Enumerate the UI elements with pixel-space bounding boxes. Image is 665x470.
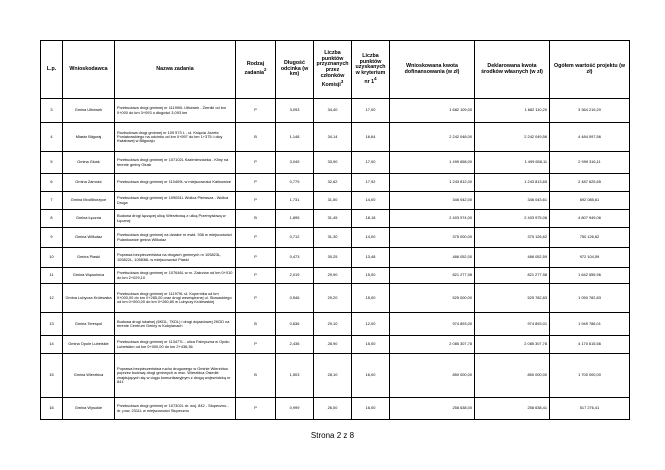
row-requested: 525 000,00: [390, 284, 475, 313]
row-requested: 974 893,00: [390, 313, 475, 336]
header-requested: Wnioskowana kwota dofinansowania (w zł): [390, 41, 475, 99]
table-row: [41, 336, 630, 354]
row-applicant: Gmina Wilkołaz: [63, 228, 115, 248]
row-points-committee: 34,40: [314, 99, 352, 123]
row-task-name: Przebudowa drogi gminnej nr 110409L w miejscowości Kalinowice: [115, 174, 236, 192]
row-lp: 4: [41, 123, 63, 152]
row-declared: 974 893,01: [475, 313, 550, 336]
row-applicant: Gmina Wąwolnica: [63, 268, 115, 284]
row-task-name: Przebudowa drogi gminnej nr 107646L w m. Zakrzów od km 0+010 do km 2+029,10: [115, 268, 236, 284]
row-task-name: Przebudowa drogi gminnej na działce nr ewid. 936 w miejscowości Pułankowice gmina Wilkołaz: [115, 228, 236, 248]
row-lp: 13: [41, 313, 63, 336]
row-points-criterion: 15,00: [352, 336, 390, 354]
row-type: P: [236, 336, 276, 354]
header-length: Długość odcinka (w km): [276, 41, 314, 99]
header-row: [41, 41, 630, 99]
row-points-committee: 32,62: [314, 174, 352, 192]
row-points-criterion: 17,00: [352, 152, 390, 174]
row-task-name: Poprawa bezpieczeństwa na drogach gminnych nr 105823L, 105822L, 105836L w miejscowości Piaski: [115, 248, 236, 268]
row-requested: 2 085 307,78: [390, 336, 475, 354]
row-type: P: [236, 248, 276, 268]
row-length: 0,636: [276, 313, 314, 336]
row-applicant: Gmina Zamość: [63, 174, 115, 192]
row-points-criterion: 16,64: [352, 123, 390, 152]
row-length: 3,049: [276, 152, 314, 174]
row-points-criterion: 12,00: [352, 313, 390, 336]
row-points-committee: 28,90: [314, 336, 352, 354]
row-type: P: [236, 99, 276, 123]
row-type: P: [236, 152, 276, 174]
page-footer: Strona 2 z 8: [310, 431, 355, 440]
row-lp: 7: [41, 192, 63, 210]
row-total: 517 276,41: [550, 398, 630, 420]
row-points-criterion: 17,92: [352, 174, 390, 192]
row-length: 1,148: [276, 123, 314, 152]
row-declared: 486 052,59: [475, 248, 550, 268]
row-total: 4 484 097,56: [550, 123, 630, 152]
row-points-committee: 34,14: [314, 123, 352, 152]
row-points-committee: 30,25: [314, 248, 352, 268]
row-declared: 2 242 049,56: [475, 123, 550, 152]
row-applicant: Gmina Wysokie: [63, 398, 115, 420]
row-length: 1,895: [276, 210, 314, 228]
header-total: Ogółem wartość projektu (w zł): [550, 41, 630, 99]
row-requested: 850 000,00: [390, 354, 475, 398]
row-requested: 821 277,98: [390, 268, 475, 284]
header-points-committee-text: Liczba punktów przyznanych przez członków Komisji: [316, 49, 349, 88]
row-requested: 1 682 109,00: [390, 99, 475, 123]
header-type-text: Rodzaj zadania: [244, 61, 265, 76]
row-total: 750 126,62: [550, 228, 630, 248]
row-total: 2 999 316,11: [550, 152, 630, 174]
header-points-criterion: [352, 41, 390, 99]
row-points-committee: 29,90: [314, 268, 352, 284]
row-total: 3 364 219,20: [550, 99, 630, 123]
header-points-committee-footnote: 3: [340, 78, 344, 84]
table-row: [41, 192, 630, 210]
row-declared: 821 277,98: [475, 268, 550, 284]
table-row: [41, 268, 630, 284]
row-applicant: Gmina Lubycza Królewska: [63, 284, 115, 313]
row-points-committee: 28,10: [314, 354, 352, 398]
row-length: 1,731: [276, 192, 314, 210]
row-points-criterion: 15,00: [352, 268, 390, 284]
row-length: 0,712: [276, 228, 314, 248]
row-requested: 346 042,00: [390, 192, 475, 210]
row-requested: 2 403 974,00: [390, 210, 475, 228]
row-lp: 8: [41, 210, 63, 228]
table-row: [41, 152, 630, 174]
table-row: [41, 123, 630, 152]
row-declared: 525 782,83: [475, 284, 550, 313]
row-length: 0,473: [276, 248, 314, 268]
row-points-committee: 33,90: [314, 152, 352, 174]
header-task-name: Nazwa zadania: [115, 41, 236, 99]
header-type-footnote: 2: [263, 67, 267, 73]
row-task-name: Przebudowa drogi gminnej nr 111990L Ułhówek - Żerniki od km 0+000 do km 3+093 o długości 3,093 km: [115, 99, 236, 123]
table-row: [41, 354, 630, 398]
table-row: [41, 174, 630, 192]
row-points-committee: 29,20: [314, 284, 352, 313]
row-applicant: Gmina Terespol: [63, 313, 115, 336]
row-lp: 14: [41, 336, 63, 354]
row-requested: 375 000,00: [390, 228, 475, 248]
row-type: P: [236, 268, 276, 284]
row-applicant: Gmina Wierzbica: [63, 354, 115, 398]
row-points-criterion: 16,00: [352, 398, 390, 420]
row-applicant: Gmina Ułhówek: [63, 99, 115, 123]
row-task-name: Przebudowa drogi gminnej nr 113477L - ulica Fabryczna w Opolu Lubelskim od km 0+000,00 do km 2+436,36: [115, 336, 236, 354]
row-declared: 1 682 110,20: [475, 99, 550, 123]
table-row: [41, 284, 630, 313]
header-points-committee: [314, 41, 352, 99]
row-applicant: Gmina Piaski: [63, 248, 115, 268]
table-row: [41, 99, 630, 123]
row-length: 0,546: [276, 284, 314, 313]
row-lp: 3: [41, 99, 63, 123]
row-declared: 346 043,61: [475, 192, 550, 210]
row-total: 1 949 786,01: [550, 313, 630, 336]
table-row: [41, 398, 630, 420]
row-task-name: Przebudowa drogi gminnej nr 107102L Kazimierzówka - Kliny na terenie gminy Głusk: [115, 152, 236, 174]
row-type: B: [236, 210, 276, 228]
header-type: [236, 41, 276, 99]
row-requested: 2 242 048,00: [390, 123, 475, 152]
row-points-criterion: 13,48: [352, 248, 390, 268]
row-declared: 258 638,41: [475, 398, 550, 420]
row-length: 1,503: [276, 354, 314, 398]
row-points-criterion: 18,18: [352, 210, 390, 228]
row-task-name: Rozbudowa drogi gminnej nr 109 573 L - ul. Księcia Józefa Poniatowskiego na odcinku od km 0+597 do km 1+375 i ulicy Kwiatowej w Biłgoraju: [115, 123, 236, 152]
header-points-criterion-footnote: 4: [374, 75, 377, 81]
row-total: 1 050 782,83: [550, 284, 630, 313]
row-total: 4 807 949,06: [550, 210, 630, 228]
row-applicant: Gmina Łęczna: [63, 210, 115, 228]
row-applicant: Gmina Opole Lubelskie: [63, 336, 115, 354]
row-task-name: Przebudowa drogi gminnej nr 111979L ul. Kopernika od km 0+000,00 do km 0+285,00 oraz drogi wewnętrznej ul. Słowackiego od km 0+000,00 do km 0+260,80 w Lubyczy Królewskiej: [115, 284, 236, 313]
row-type: B: [236, 354, 276, 398]
header-declared: Deklarowana kwota środków własnych (w zł): [475, 41, 550, 99]
row-total: 692 085,61: [550, 192, 630, 210]
row-type: P: [236, 192, 276, 210]
row-points-criterion: 16,00: [352, 354, 390, 398]
row-total: 4 170 615,56: [550, 336, 630, 354]
row-points-committee: 31,30: [314, 228, 352, 248]
table-row: [41, 248, 630, 268]
row-task-name: Budowa drogi łączącej ulicę Wierzbową z ulicą Przemysłową w Łęcznej: [115, 210, 236, 228]
table-row: [41, 210, 630, 228]
table-body: [41, 99, 630, 420]
row-requested: 258 638,00: [390, 398, 475, 420]
row-total: 2 487 625,65: [550, 174, 630, 192]
table-row: [41, 228, 630, 248]
row-lp: 15: [41, 354, 63, 398]
row-points-committee: 26,00: [314, 398, 352, 420]
row-requested: 486 052,00: [390, 248, 475, 268]
row-length: 0,779: [276, 174, 314, 192]
row-lp: 9: [41, 228, 63, 248]
row-points-committee: 31,45: [314, 210, 352, 228]
row-total: 972 104,59: [550, 248, 630, 268]
row-lp: 10: [41, 248, 63, 268]
row-length: 0,999: [276, 398, 314, 420]
row-task-name: Przebudowa drogi gminnej nr 107302L dr. woj. 842 - Słupeczno - dr. pow. 2311L w miejscowości Słupeczno: [115, 398, 236, 420]
row-points-committee: 29,10: [314, 313, 352, 336]
row-lp: 11: [41, 268, 63, 284]
row-declared: 2 403 975,06: [475, 210, 550, 228]
row-declared: 1 243 813,65: [475, 174, 550, 192]
row-total: 1 642 555,96: [550, 268, 630, 284]
row-declared: 375 126,62: [475, 228, 550, 248]
row-points-committee: 31,50: [314, 192, 352, 210]
projects-table: [40, 40, 630, 420]
row-points-criterion: 14,00: [352, 228, 390, 248]
row-requested: 1 499 658,00: [390, 152, 475, 174]
row-type: B: [236, 123, 276, 152]
row-lp: 5: [41, 152, 63, 174]
row-length: 2,436: [276, 336, 314, 354]
row-task-name: Budowa drogi lokalnej (6KDL, 7KDL) i drogi dojazdowej 2KDD na terenie Centrum Gminy w Kobylanach: [115, 313, 236, 336]
row-declared: 1 499 658,11: [475, 152, 550, 174]
header-applicant: Wnioskodawca: [63, 41, 115, 99]
row-applicant: Gmina Modliborzyce: [63, 192, 115, 210]
row-length: 3,093: [276, 99, 314, 123]
table-row: [41, 313, 630, 336]
row-length: 2,019: [276, 268, 314, 284]
row-applicant: Gmina Głusk: [63, 152, 115, 174]
row-type: P: [236, 174, 276, 192]
row-declared: 850 000,00: [475, 354, 550, 398]
header-points-criterion-text: Liczba punktów uzyskanych w kryterium nr 1: [355, 52, 386, 85]
row-lp: 12: [41, 284, 63, 313]
row-points-criterion: 17,00: [352, 99, 390, 123]
row-points-criterion: 14,00: [352, 192, 390, 210]
header-lp: L.p.: [41, 41, 63, 99]
row-type: P: [236, 228, 276, 248]
row-type: B: [236, 313, 276, 336]
row-task-name: Poprawa bezpieczeństwa ruchu drogowego w Gminie Wierzbica poprzez budowę drogi gminnych w msc. Wierzbica Osiedle znajdujących się w ciągu komunikacyjnym z drogą wojewódzką nr 841: [115, 354, 236, 398]
row-declared: 2 085 307,78: [475, 336, 550, 354]
row-applicant: Miasto Biłgoraj: [63, 123, 115, 152]
row-task-name: Przebudowa drogi gminnej nr 109051L Wolica Pierwsza - Wolica Druga: [115, 192, 236, 210]
row-type: P: [236, 398, 276, 420]
row-requested: 1 243 812,00: [390, 174, 475, 192]
row-lp: 6: [41, 174, 63, 192]
row-total: 1 700 000,00: [550, 354, 630, 398]
row-type: P: [236, 284, 276, 313]
row-lp: 16: [41, 398, 63, 420]
row-points-criterion: 15,00: [352, 284, 390, 313]
